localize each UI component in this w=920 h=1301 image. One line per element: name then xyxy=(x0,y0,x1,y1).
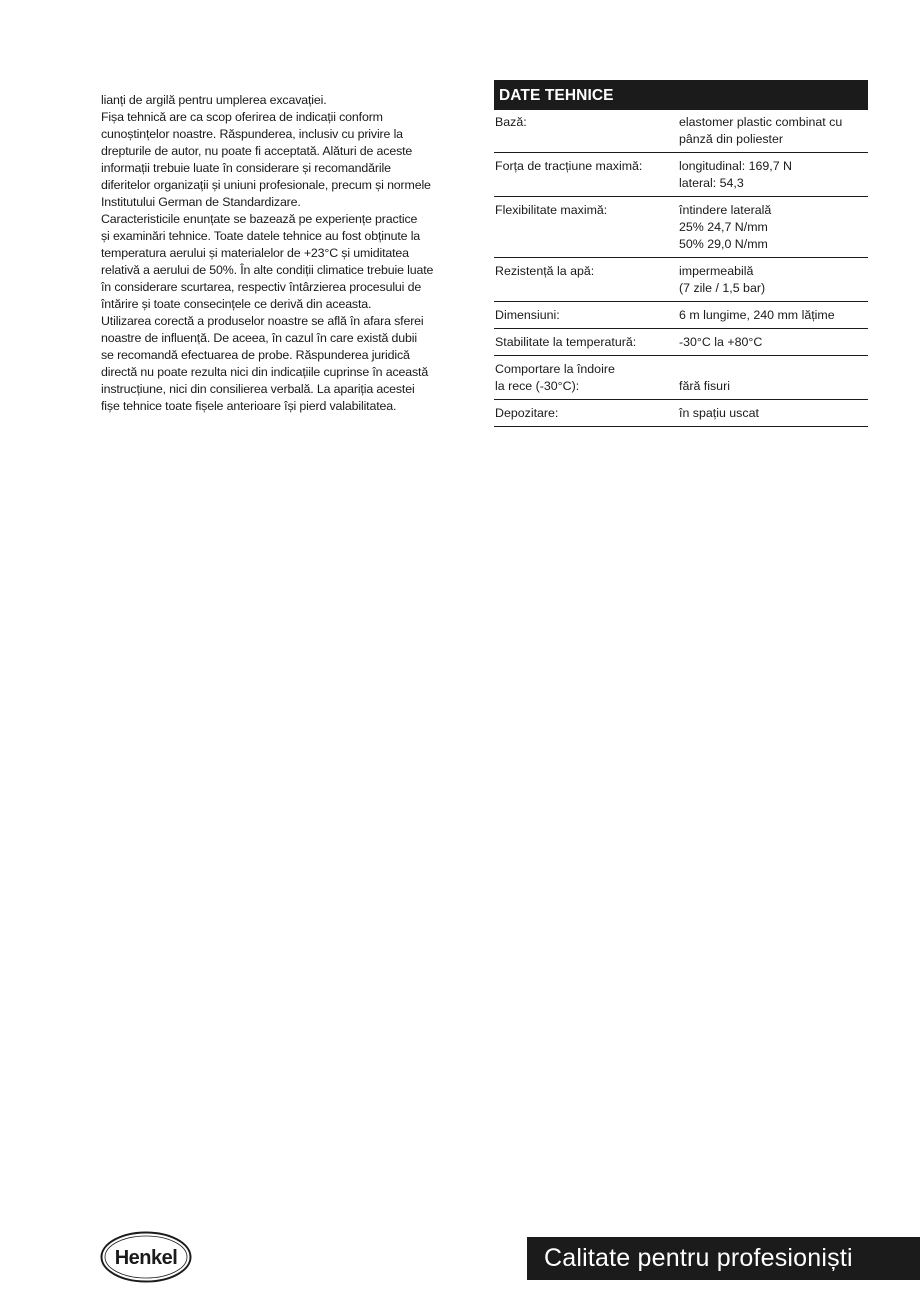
body-text-line: în considerare scurtarea, respectiv întârzierea procesului de xyxy=(101,280,422,294)
technical-data-label xyxy=(495,361,679,395)
technical-data-value xyxy=(679,405,868,422)
technical-data-value-line: pânză din poliester xyxy=(679,132,784,146)
technical-data-label-line: Rezistență la apă: xyxy=(495,264,595,278)
body-text-line: drepturile de autor, nu poate fi acceptată. Alături de aceste xyxy=(101,144,413,158)
body-text-line: se recomandă efectuarea de probe. Răspunderea juridică xyxy=(101,348,410,362)
technical-data-value-line: -30°C la +80°C xyxy=(679,335,763,349)
body-text-line: relativă a aerului de 50%. În alte condiții climatice trebuie luate xyxy=(101,263,434,277)
technical-data-value xyxy=(679,158,868,192)
body-text-line: temperatura aerului și materialelor de +23°C și umiditatea xyxy=(101,246,409,260)
body-text-line: diferitelor organizații și uniuni profesionale, precum și normele xyxy=(101,178,431,192)
technical-data-value xyxy=(679,263,868,297)
technical-data-row xyxy=(494,110,868,153)
henkel-logo-text: Henkel xyxy=(114,1247,178,1269)
technical-data-row xyxy=(494,153,868,197)
technical-data-label xyxy=(495,202,679,253)
technical-data-label xyxy=(495,114,679,148)
technical-data-value-line: 6 m lungime, 240 mm lățime xyxy=(679,308,835,322)
body-text-line: noastre de influență. De aceea, în cazul în care există dubii xyxy=(101,331,417,345)
footer-tagline: Calitate pentru profesioniști xyxy=(527,1237,920,1280)
technical-data-row xyxy=(494,329,868,356)
body-text-line: Fișa tehnică are ca scop oferirea de indicații conform xyxy=(101,110,383,124)
technical-data-value-line: (7 zile / 1,5 bar) xyxy=(679,281,766,295)
technical-data-title: DATE TEHNICE xyxy=(494,80,868,110)
technical-data-label-line: Depozitare: xyxy=(495,406,559,420)
technical-data-value-line: 25% 24,7 N/mm xyxy=(679,220,768,234)
technical-data-row xyxy=(494,258,868,302)
technical-data-label-line: Bază: xyxy=(495,115,527,129)
technical-data-label-line: Flexibilitate maximă: xyxy=(495,203,608,217)
technical-data-label-line: la rece (-30°C): xyxy=(495,379,580,393)
technical-data-row xyxy=(494,302,868,329)
technical-data-value-line: întindere laterală xyxy=(679,203,772,217)
technical-data-label xyxy=(495,307,679,324)
technical-data-label-line: Comportare la îndoire xyxy=(495,362,615,376)
technical-data-value-line: în spațiu uscat xyxy=(679,406,759,420)
technical-data-row xyxy=(494,197,868,258)
body-text-column xyxy=(101,92,481,415)
technical-data-value-line: 50% 29,0 N/mm xyxy=(679,237,768,251)
body-text-line: fișe tehnice toate fișele anterioare își pierd valabilitatea. xyxy=(101,399,397,413)
henkel-logo xyxy=(100,1231,192,1283)
technical-data-value xyxy=(679,334,868,351)
body-text-line: Utilizarea corectă a produselor noastre se află în afara sferei xyxy=(101,314,424,328)
technical-data-label xyxy=(495,405,679,422)
technical-data-value xyxy=(679,202,868,253)
technical-data-rows xyxy=(494,110,868,427)
body-text-line: cunoștințelor noastre. Răspunderea, inclusiv cu privire la xyxy=(101,127,403,141)
body-text-line: Institutului German de Standardizare. xyxy=(101,195,301,209)
technical-data-value-line: elastomer plastic combinat cu xyxy=(679,115,843,129)
technical-data-value-line: longitudinal: 169,7 N xyxy=(679,159,792,173)
technical-data-label-line: Forța de tracțiune maximă: xyxy=(495,159,643,173)
technical-data-label-line: Dimensiuni: xyxy=(495,308,560,322)
body-text-line: informații trebuie luate în considerare și recomandările xyxy=(101,161,391,175)
technical-data-value-line: fără fisuri xyxy=(679,379,730,393)
body-text-line: instrucțiune, nici din consilierea verbală. La apariția acestei xyxy=(101,382,415,396)
technical-data-value-line xyxy=(679,361,868,378)
technical-data-value-line: impermeabilă xyxy=(679,264,754,278)
technical-data-label-line: Stabilitate la temperatură: xyxy=(495,335,637,349)
technical-data-value xyxy=(679,307,868,324)
body-text-line: directă nu poate rezulta nici din indicațiile cuprinse în această xyxy=(101,365,429,379)
body-text-line: și examinări tehnice. Toate datele tehnice au fost obținute la xyxy=(101,229,421,243)
technical-data-row xyxy=(494,356,868,400)
technical-data-row xyxy=(494,400,868,427)
technical-data-value-line: lateral: 54,3 xyxy=(679,176,744,190)
technical-data-value xyxy=(679,114,868,148)
technical-data-value xyxy=(679,361,868,395)
technical-data-table xyxy=(494,80,868,427)
technical-data-label xyxy=(495,334,679,351)
body-text-line: Caracteristicile enunțate se bazează pe experiențe practice xyxy=(101,212,418,226)
body-text-line: întărire și toate consecințele ce derivă din aceasta. xyxy=(101,297,372,311)
technical-data-label xyxy=(495,158,679,192)
technical-data-label xyxy=(495,263,679,297)
body-text-line: lianți de argilă pentru umplerea excavației. xyxy=(101,93,327,107)
